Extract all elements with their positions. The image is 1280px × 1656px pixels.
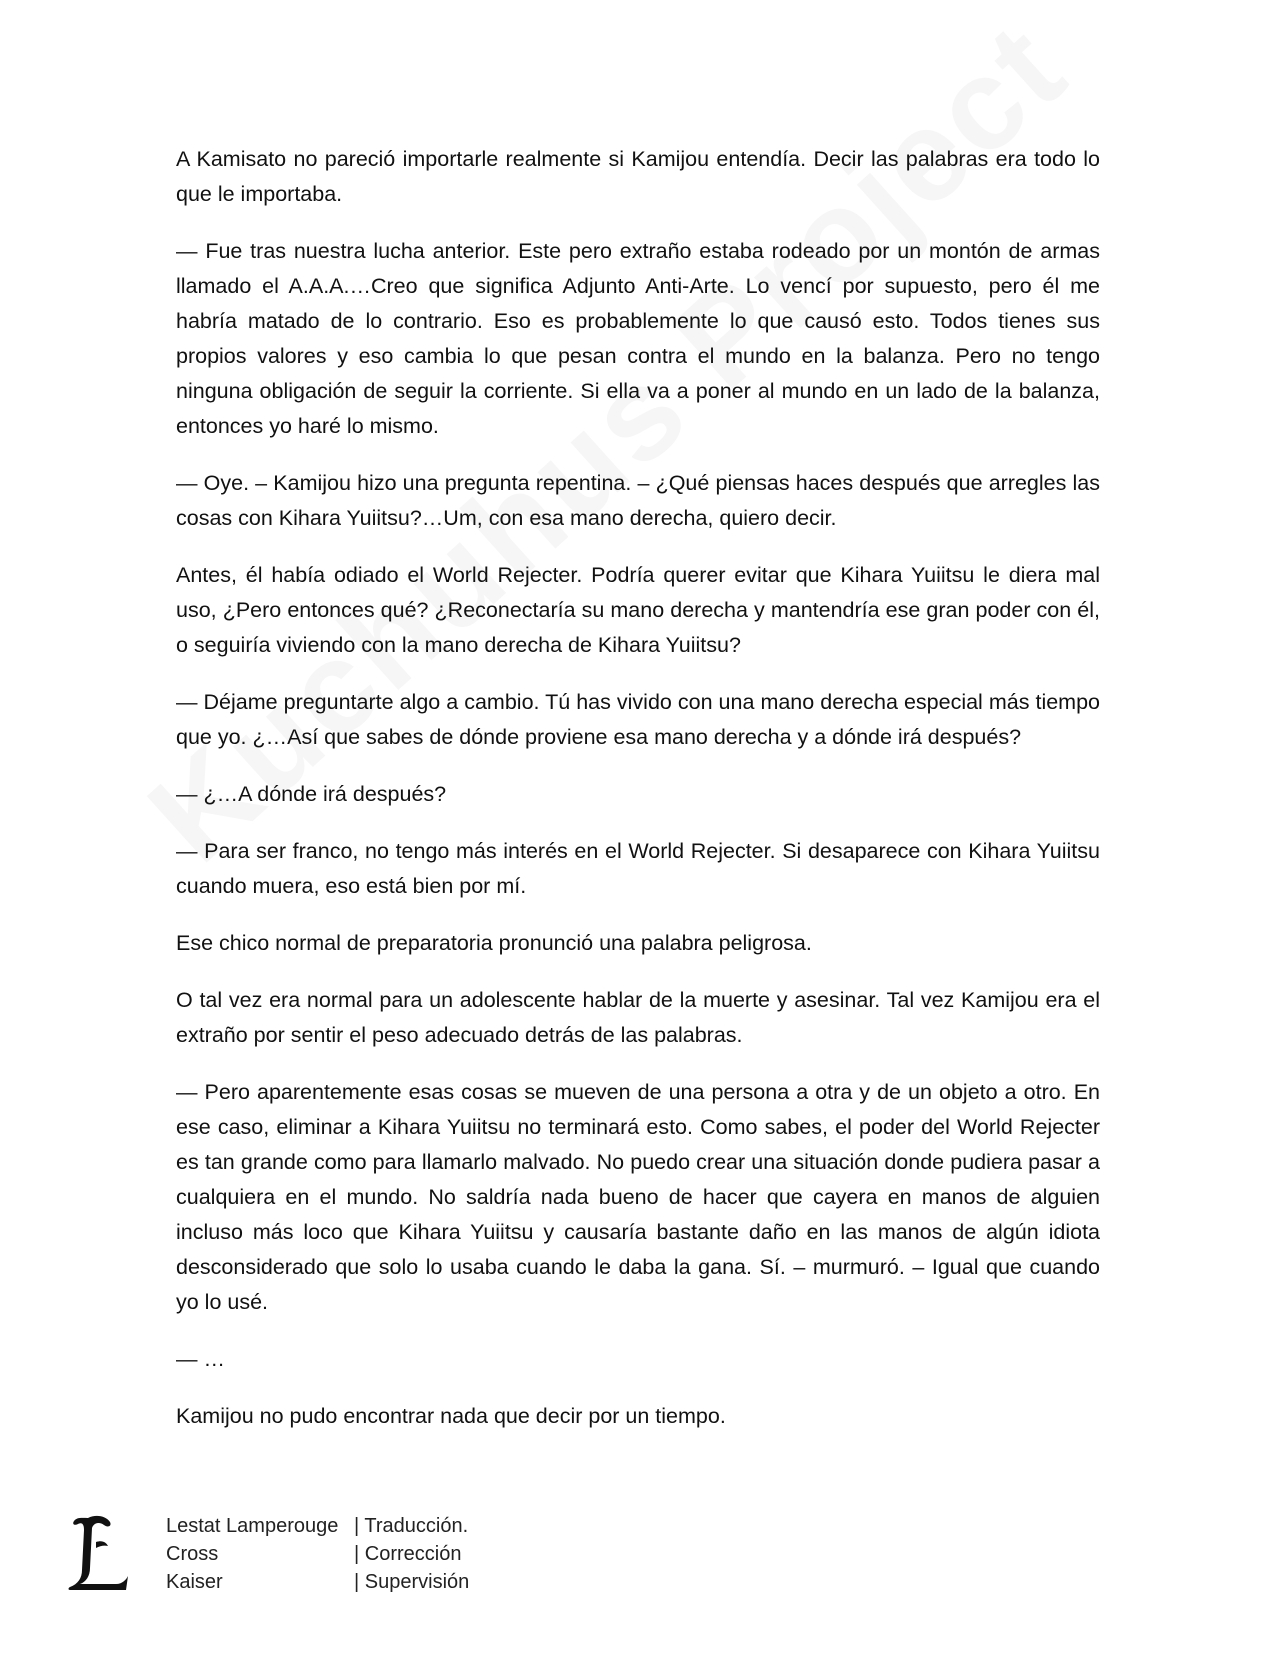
- page-body: [176, 142, 1100, 1456]
- gothic-L-logo-icon: [66, 1512, 130, 1596]
- paragraph: — Fue tras nuestra lucha anterior. Este pero extraño estaba rodeado por un montón de armas llamado el A.A.A.…Creo que significa Adjunto Anti-Arte. Lo vencí por supuesto, pero él me habría matado de lo contrario. Eso es probablemente lo que causó esto. Todos tienes sus propios valores y eso cambia lo que pesan contra el mundo en la balanza. Pero no tengo ninguna obligación de seguir la corriente. Si ella va a poner al mundo en un lado de la balanza, entonces yo haré lo mismo.: [176, 239, 1100, 438]
- credit-row: [166, 1512, 469, 1540]
- credit-role: | Supervisión: [354, 1571, 470, 1593]
- credit-role: | Corrección: [354, 1543, 462, 1565]
- credit-name: Lestat Lamperouge: [166, 1515, 339, 1537]
- credit-name: Cross: [166, 1543, 219, 1565]
- credits: [166, 1512, 469, 1596]
- paragraph: — Oye. – Kamijou hizo una pregunta repentina. – ¿Qué piensas haces después que arregles las cosas con Kihara Yuiitsu?…Um, con esa mano derecha, quiero decir.: [176, 471, 1100, 530]
- paragraph: O tal vez era normal para un adolescente hablar de la muerte y asesinar. Tal vez Kamijou era el extraño por sentir el peso adecuado detrás de las palabras.: [176, 988, 1100, 1047]
- credit-role: | Traducción.: [354, 1515, 469, 1537]
- paragraph: Kamijou no pudo encontrar nada que decir por un tiempo.: [176, 1404, 726, 1428]
- paragraph: — Déjame preguntarte algo a cambio. Tú has vivido con una mano derecha especial más tiempo que yo. ¿…Así que sabes de dónde proviene esa mano derecha y a dónde irá después?: [176, 690, 1100, 749]
- paragraph: — Pero aparentemente esas cosas se mueven de una persona a otra y de un objeto a otro. En ese caso, eliminar a Kihara Yuiitsu no terminará esto. Como sabes, el poder del World Rejecter es tan grande como para llamarlo malvado. No puedo crear una situación donde pudiera pasar a cualquiera en el mundo. No saldría nada bueno de hacer que cayera en manos de alguien incluso más loco que Kihara Yuiitsu y causaría bastante daño en las manos de algún idiota desconsiderado que solo lo usaba cuando le daba la gana. Sí. – murmuró. – Igual que cuando yo lo usé.: [176, 1080, 1100, 1314]
- paragraph: Ese chico normal de preparatoria pronunció una palabra peligrosa.: [176, 931, 812, 955]
- credit-name: Kaiser: [166, 1571, 223, 1593]
- credit-row: [166, 1540, 469, 1568]
- footer: [66, 1512, 666, 1612]
- paragraph: — …: [176, 1347, 225, 1371]
- paragraph: A Kamisato no pareció importarle realmente si Kamijou entendía. Decir las palabras era todo lo que le importaba.: [176, 147, 1100, 206]
- paragraph: — Para ser franco, no tengo más interés en el World Rejecter. Si desaparece con Kihara Yuiitsu cuando muera, eso está bien por mí.: [176, 839, 1100, 898]
- paragraph: Antes, él había odiado el World Rejecter. Podría querer evitar que Kihara Yuiitsu le diera mal uso, ¿Pero entonces qué? ¿Reconectaría su mano derecha y mantendría ese gran poder con él, o seguiría viviendo con la mano derecha de Kihara Yuiitsu?: [176, 563, 1100, 657]
- paragraph: — ¿…A dónde irá después?: [176, 782, 447, 806]
- credit-row: [166, 1568, 469, 1596]
